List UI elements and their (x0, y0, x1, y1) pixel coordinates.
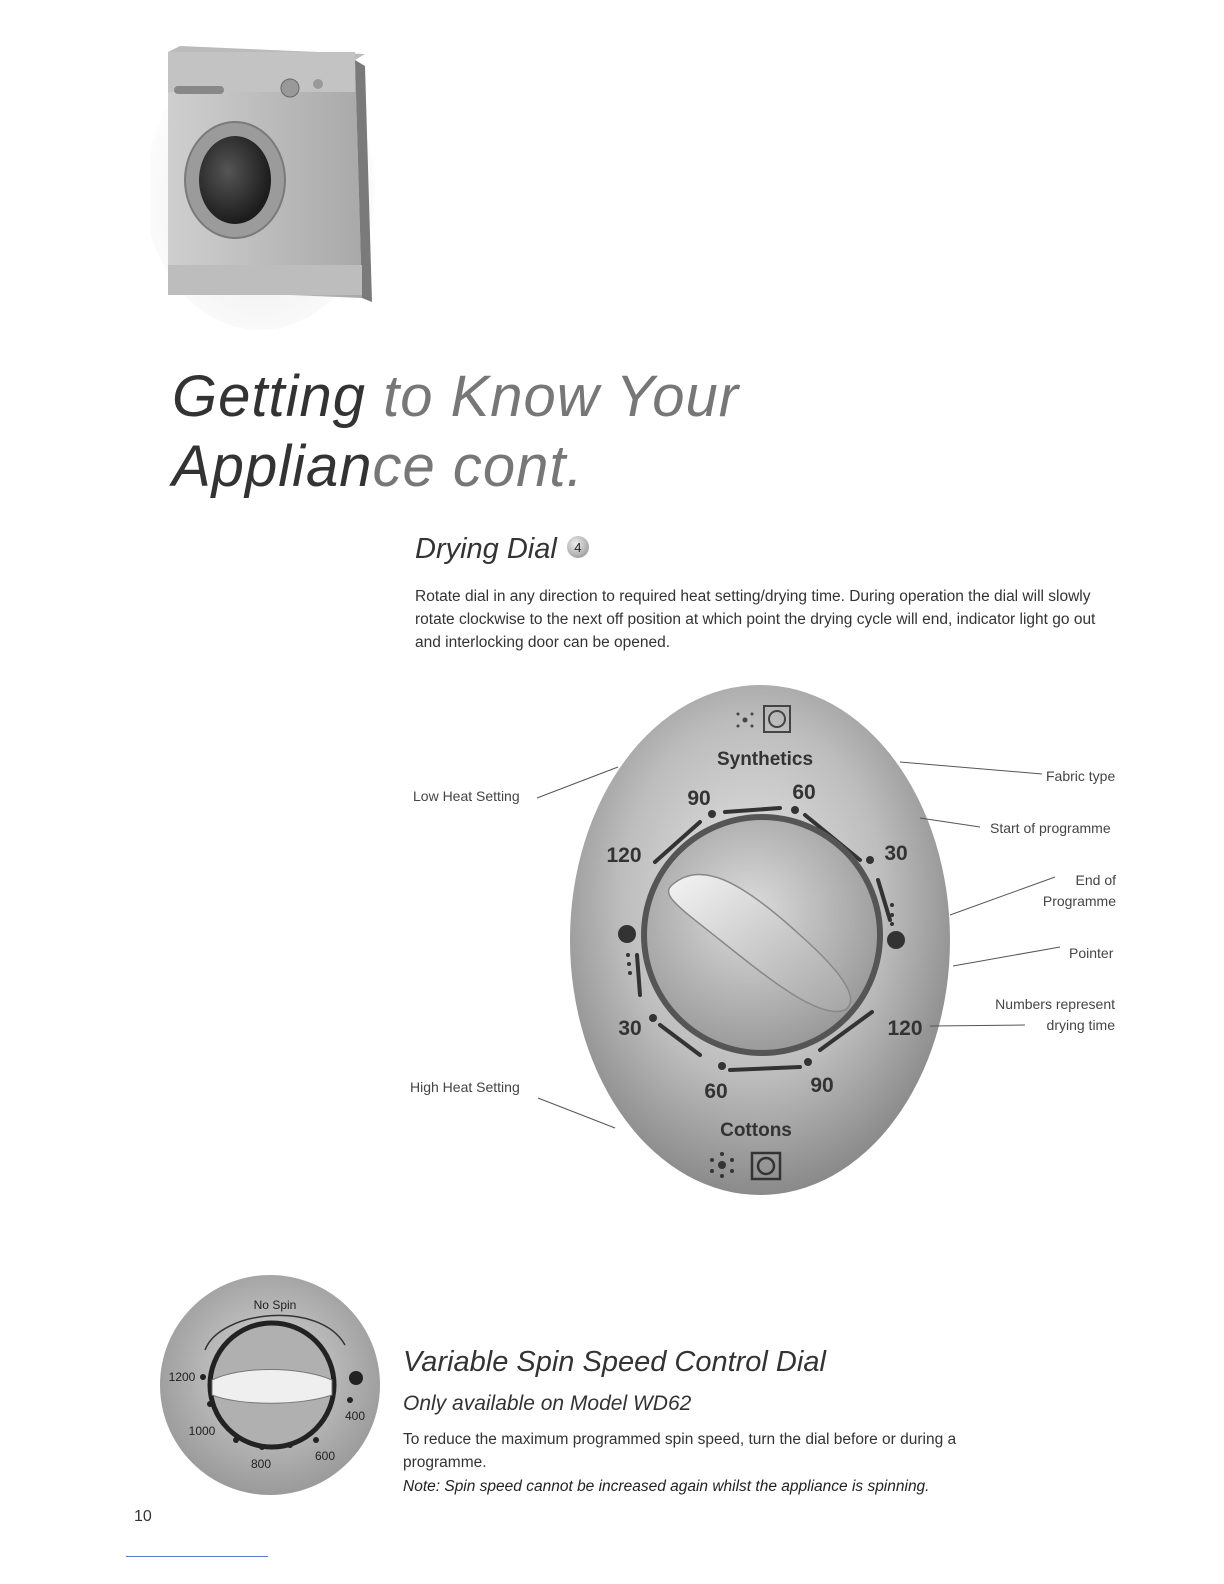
spin-speed-subtitle: Only available on Model WD62 (403, 1392, 692, 1415)
spin-label-1000: 1000 (188, 1424, 216, 1438)
drying-dial-description: Rotate dial in any direction to required heat setting/drying time. During operation the dial will slowly rotate clockwise to the next off position at which point the drying cycle will end, indicator light go out and interlocking door can be opened. (415, 588, 1096, 651)
washing-machine-image (150, 40, 390, 330)
dial-number-120-bottom: 120 (887, 1017, 923, 1040)
spin-speed-heading: Variable Spin Speed Control Dial (403, 1346, 826, 1378)
callout-start-of-programme: Start of programme (990, 820, 1111, 836)
page-title-line-2: Appliance cont. (172, 434, 584, 499)
spin-label-400: 400 (344, 1409, 366, 1423)
callout-numbers-drying-time: Numbers represent drying time (995, 996, 1115, 1033)
dial-number-30-top: 30 (884, 842, 908, 865)
spin-dial-handle (212, 1370, 332, 1404)
dial-number-90-bottom: 90 (810, 1074, 834, 1097)
spin-label-1200: 1200 (168, 1370, 196, 1384)
spin-label-600: 600 (314, 1449, 336, 1463)
dial-number-90-top: 90 (687, 787, 711, 810)
spin-label-800: 800 (250, 1457, 272, 1471)
callout-low-heat-setting: Low Heat Setting (413, 788, 520, 804)
drying-dial-heading: Drying Dial 4 (415, 535, 589, 564)
spin-label-no-spin: No Spin (253, 1298, 297, 1312)
callout-high-heat-setting: High Heat Setting (410, 1079, 520, 1095)
page-number: 10 (134, 1508, 152, 1525)
page-title-line-1: Getting to Know Your (172, 364, 740, 429)
dial-number-30-bottom: 30 (618, 1017, 642, 1040)
callout-fabric-type: Fabric type (1046, 768, 1116, 784)
dial-number-120-top: 120 (606, 844, 642, 867)
footer-rule (126, 1556, 268, 1557)
callout-end-of-programme: End of Programme (1042, 872, 1116, 909)
dial-number-60-bottom: 60 (704, 1080, 728, 1103)
spin-speed-note: Note: Spin speed cannot be increased again whilst the appliance is spinning. (403, 1478, 930, 1495)
item-number-badge: 4 (567, 536, 589, 558)
callout-pointer: Pointer (1069, 945, 1114, 961)
spin-speed-description: To reduce the maximum programmed spin speed, turn the dial before or during a programme. (403, 1431, 957, 1471)
dial-number-60-top: 60 (792, 781, 816, 804)
cottons-label: Cottons (720, 1120, 792, 1141)
synthetics-label: Synthetics (716, 749, 814, 770)
